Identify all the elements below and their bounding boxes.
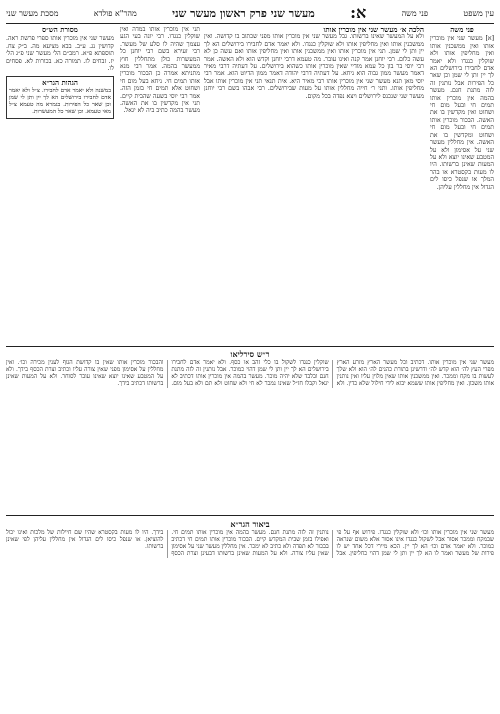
header-rule xyxy=(6,23,494,24)
main-text: ולא על המעשר שאינו ברשותו. גבל מעשר שני אין מוכרין אותו מפני שכתוב בו קדושה. ואין ממשכנין אותו ואין מחליפין אותו ולא שוקלין כנגדו. ולא יאמר אדם לחבירו בירושלים הא לך יין ותן לי שמן. תני אין מוכרין אותו ואין ממשכנין אותו ואין מחליפין אותו ואם עשה כן לא עשה כלום. רבי יוחנן אמר קנה ואינו עובר. מה טעמא דרבי יוחנן וקדש הוא ולא האשה. אמר רבי יוסי בר בון כל עמא מודיי שאין מוכרין אותו כשהוא בירושלים. על דעתיה דרבי מאיר דאמר מעשר ממון גבוה הוא ניחא. על דעתיה דרבי יהודה דאמר ממון הדיוט הוא. אמר רבי יוסי מאן תנא מעשר שני אין מוכרין אותו רבי מאיר היא. אית תנאי תני אין מוכרין אותו אבל מחליפין אותו. ותני ר׳ חייה מחללין אותו על מעות שבירושלים. רבי אבהו בשם רבי יוחנן מעשר שני שנכנס לירושלים ויצא נפדה בכל מקום. xyxy=(204,33,424,100)
bottom-text-1: מעשר שני אין מוכרין אותו. דכתיב וכל מעשר הארץ מזרע הארץ מפרי העץ לה׳ הוא קדש לה׳ ודרשינן בתורת כהנים לה׳ הוא ולא שלך לעשות בו מקח וממכר. ואין ממשכנין אותו שאין מלוין עליו ואין נותנין אותו משכון. ואין מחליפין אותו ששמא יבוא לידי חילול שלא כדין. ולא שוקלין כנגדו לשקול בו כלי זהב או כסף. ולא יאמר אדם לחבירו בירושלים הא לך יין ותן לי שמן דהוי כמוכר. אבל נותנין זה לזה מתנת חנם ובלבד שלא יהיה מוכר. מעשר בהמה אין מוכרין אותו דכתיב לא יגאל וקבלו חז״ל שאינו נמכר לא חי ולא שחוט ולא תם ולא בעל מום. והבכור מוכרין אותו שאין בו קדושת הגוף לענין מכירה וכו׳. ואין מחללין על אסימון מפני שאין צורה עליו וכתיב וצרת הכסף בידך. ולא על המטבע שאינו יוצא שאינו עובר לסוחר. ולא על המעות שאינן ברשותו דכתיב בידך. xyxy=(6,360,494,388)
bottom-heading-1: ר״ש סירליאו xyxy=(230,350,270,359)
bottom-text-2: מעשר שני אין מוכרין אותו וכו׳ ולא שוקלין כנגדו. פירוש אף על פי שבמקח וממכר אסור אבל לשקול כנגדו אינו אסור אלא משום שנראה כמוכר. ולא יאמר אדם וכו׳ הא לך יין. הכא מיירי דכל אחד יש לו פירות של מעשר ואמר לו הא לך יין ותן לי שמן דהוי כחליפין. אבל נותנין זה לזה מתנת חנם. מעשר בהמה אין מוכרין אותו תמים חי. ואפילו בזמן שבית המקדש קיים. הבכור מוכרין אותו תמים חי דכתיב בבכור לא תפדה ולא כתיב לא ימכר. אין מחללין מעשר שני על אסימון שאין עליו צורה. ולא על המעות שאינן ברשותו דבעינן וצרת הכסף בידך. היו לו מעות בקסטרא שהיו שם חיילות של מלכות ואינו יכול להוציאן. או שנפל כיסו לים הגדול אין מחללין עליהן לפי שאינן ברשותו. xyxy=(6,530,494,558)
gra-notes-heading: הגהות הגר״א xyxy=(42,78,78,88)
bottom-heading-2: ביאור הגר״א xyxy=(230,520,270,529)
right-commentary-column xyxy=(430,26,494,288)
left-margin-text: מעשר שני אין מוכרין אותו ספרי פרשת ראה. קדושין נג. ע״ב. בבא מציעא מה. ב״ק צח. תוספתא פ״א. רמב״ם הל׳ מעשר שני פ״ג הל׳ יז. זבחים לז. תמורה כא. בכורות לא. פסחים לו. xyxy=(6,35,114,73)
right-commentary-text: [א] מעשר שני אין מוכרין אותו ואין ממשכנין אותו ואין מחליפין אותו ולא שוקלין כנגדו ולא יאמר אדם לחבירו בירושלים הא לך יין ותן לי שמן וכן שאר כל הפירות אבל נותנין זה לזה מתנת חנם. מעשר בהמה אין מוכרין אותו תמים חי ובעל מום חי ושחוט ואין מקדשין בו את האשה. הבכור מוכרין אותו תמים חי ובעל מום חי ושחוט ומקדשין בו את האשה. אין מחללין מעשר שני על אסימון ולא על המטבע שאינו יוצא ולא על המעות שאינן ברשותו. היו לו מעות בקסטרא או בהר המלך או שנפל כיסו לים הגדול אין מחללין עליהן. xyxy=(430,35,494,191)
gra-notes-box xyxy=(6,76,114,119)
bottom-commentary-1 xyxy=(6,350,494,500)
page-title: מעשר שני פרק ראשון מעשר שני xyxy=(172,6,315,20)
main-text-2: תני אין מוכרין אותו במדה ואין שוקלין כנגדו. רבי יונה בעי הגע עצמך שהיה לו סלע של מעשר. רבי זעירא בשם רבי יוחנן כל המעשרות כולן מתחללין חוץ ממעשר בהמה. אמר רבי מנא מתניתא אמרה כן הבכור מוכרין אותו תמים חי. ניחא בעל מום חי ושחוט אלא תמים חי בזמן הזה. אמר רבי יוסי בשעה שהבית קיים. תני אין מקדשין בו את האשה. מעשר בהמה כתיב ביה לא יגאל. xyxy=(120,26,200,115)
page-header xyxy=(6,4,494,22)
chapter-letter: א: xyxy=(350,3,367,22)
right-column-heading: פני משה xyxy=(450,26,474,34)
bottom-commentary-2 xyxy=(6,520,494,706)
lower-rule xyxy=(6,515,494,516)
left-margin-column xyxy=(6,26,114,288)
corner-label: עין משפט xyxy=(463,8,494,18)
middle-rule xyxy=(6,346,494,347)
gra-notes-text: במשנה ולא יאמר אדם לחבירו. צ״ל ולא יאמר אדם לחבירו בירושלים הא לך יין ותן לי שמן וכן שאר כל הפירות. בגמרא מה טעמא צ״ל מאי טעמא. וכן שאר כל המעשרות. xyxy=(9,88,111,116)
center-left-label: מהר"א פולדא xyxy=(93,8,137,18)
right-label: פני משה xyxy=(401,8,429,18)
main-text-column xyxy=(204,26,424,344)
main-lead: הלכה א׳ מעשר שני אין מוכרין אותו xyxy=(323,26,424,34)
left-label: מסכת מעשר שני xyxy=(6,8,59,18)
main-text-column-2 xyxy=(120,26,200,344)
left-column-heading: מסורת הש״ס xyxy=(42,26,78,34)
